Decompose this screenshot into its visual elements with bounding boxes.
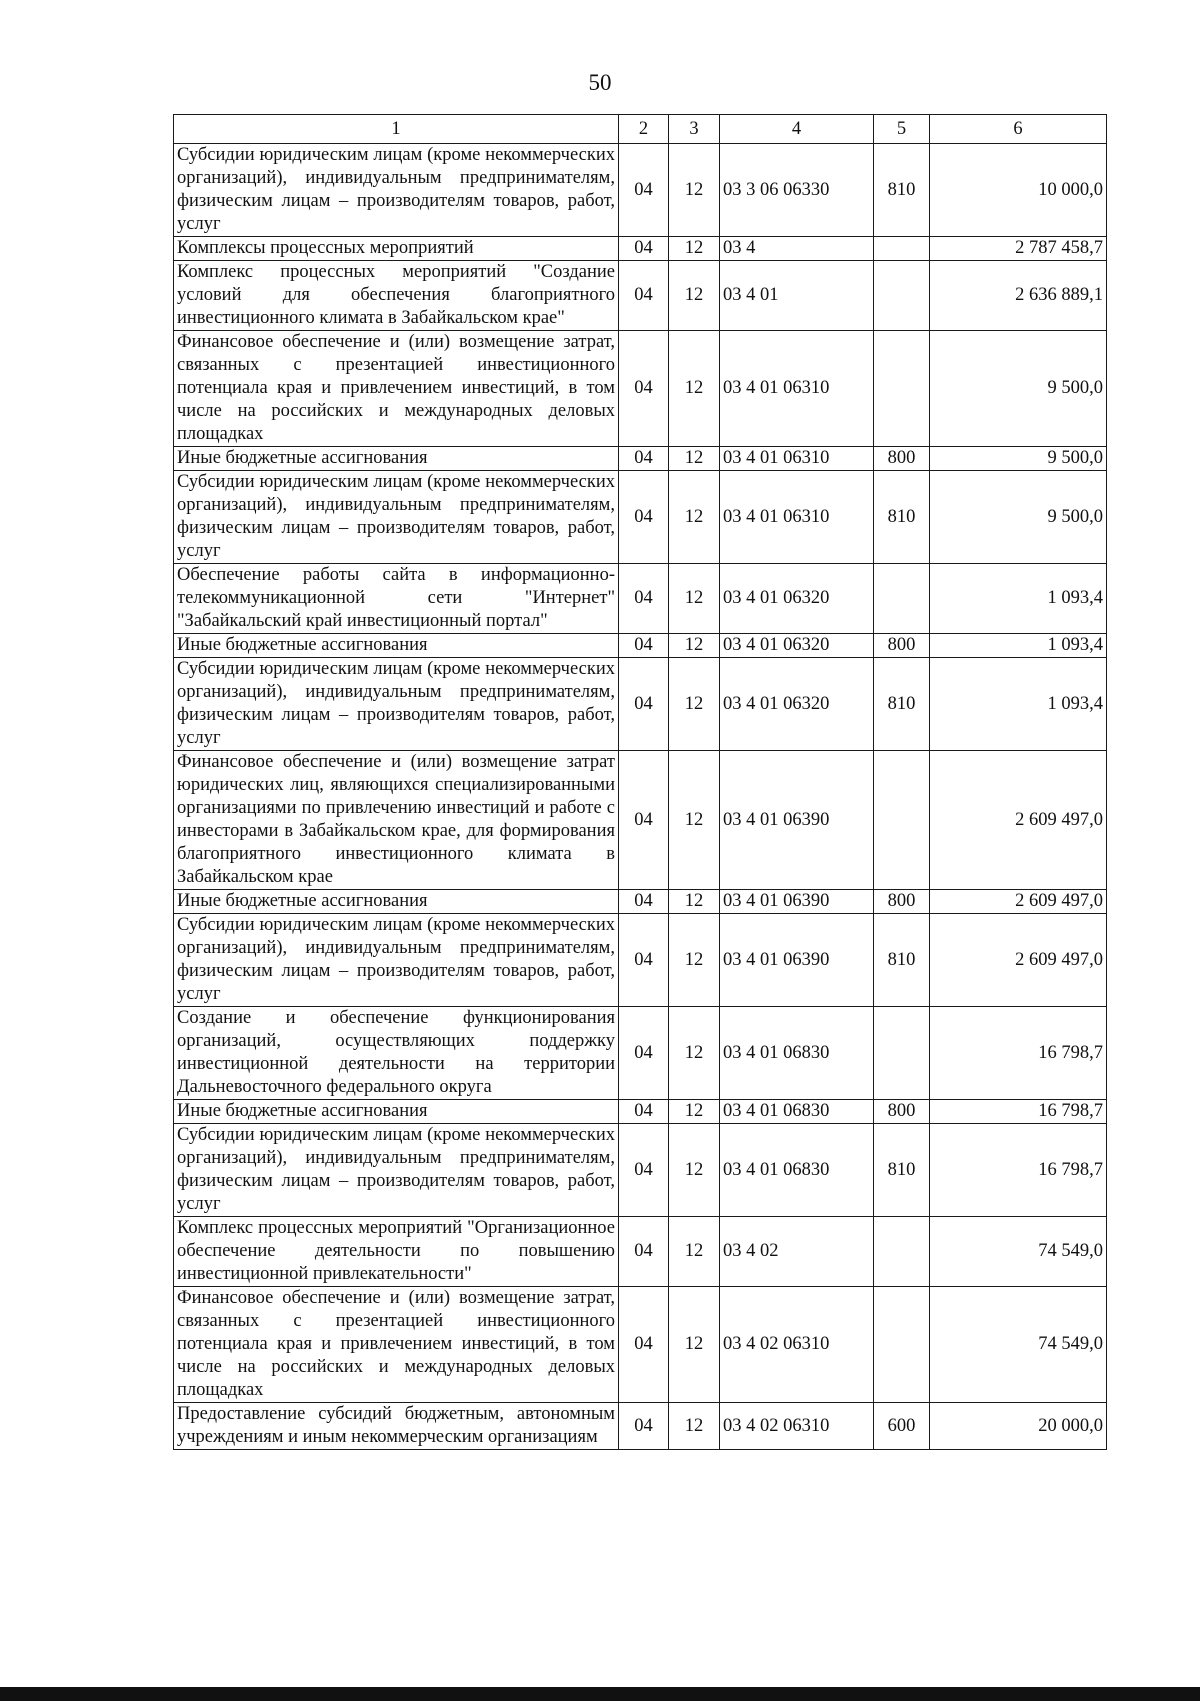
table-row [174, 658, 1107, 751]
row-expense-type-cell [874, 1007, 930, 1100]
table-row [174, 634, 1107, 658]
table-row [174, 914, 1107, 1007]
row-expense-type-cell [874, 261, 930, 331]
row-target-code-cell: 03 3 06 06330 [720, 144, 874, 237]
row-target-code-cell: 03 4 01 06390 [720, 914, 874, 1007]
row-section-cell: 04 [619, 564, 669, 634]
row-expense-type-cell: 810 [874, 144, 930, 237]
row-target-code-cell: 03 4 01 06390 [720, 751, 874, 890]
row-section-cell: 04 [619, 471, 669, 564]
row-subsection-cell: 12 [669, 658, 720, 751]
row-subsection-cell: 12 [669, 1217, 720, 1287]
row-expense-type-cell: 600 [874, 1403, 930, 1450]
row-target-code-cell: 03 4 01 06320 [720, 658, 874, 751]
row-name-cell: Финансовое обеспечение и (или) возмещение затрат, связанных с презентацией инвестиционного потенциала края и привлечением инвестиций, в том числе на российских и международных деловых площадках [174, 331, 619, 447]
row-section-cell: 04 [619, 1124, 669, 1217]
column-header-4: 4 [720, 115, 874, 144]
row-expense-type-cell: 810 [874, 1124, 930, 1217]
table-row [174, 751, 1107, 890]
row-target-code-cell: 03 4 01 06310 [720, 331, 874, 447]
row-expense-type-cell [874, 1217, 930, 1287]
row-subsection-cell: 12 [669, 1287, 720, 1403]
row-amount-cell: 9 500,0 [930, 471, 1107, 564]
table-row [174, 471, 1107, 564]
table-row [174, 890, 1107, 914]
row-section-cell: 04 [619, 261, 669, 331]
row-target-code-cell: 03 4 01 06310 [720, 447, 874, 471]
row-section-cell: 04 [619, 447, 669, 471]
row-subsection-cell: 12 [669, 144, 720, 237]
row-amount-cell: 9 500,0 [930, 447, 1107, 471]
row-subsection-cell: 12 [669, 914, 720, 1007]
row-subsection-cell: 12 [669, 564, 720, 634]
row-target-code-cell: 03 4 01 [720, 261, 874, 331]
table-body [174, 144, 1107, 1450]
row-amount-cell: 2 787 458,7 [930, 237, 1107, 261]
row-target-code-cell: 03 4 02 06310 [720, 1403, 874, 1450]
row-name-cell: Субсидии юридическим лицам (кроме некоммерческих организаций), индивидуальным предпринимателям, физическим лицам – производителям товаров, работ, услуг [174, 658, 619, 751]
row-section-cell: 04 [619, 331, 669, 447]
row-subsection-cell: 12 [669, 890, 720, 914]
page-number: 50 [588, 70, 612, 95]
row-name-cell: Предоставление субсидий бюджетным, автономным учреждениям и иным некоммерческим организациям [174, 1403, 619, 1450]
row-subsection-cell: 12 [669, 1100, 720, 1124]
row-target-code-cell: 03 4 01 06830 [720, 1100, 874, 1124]
row-amount-cell: 74 549,0 [930, 1287, 1107, 1403]
column-header-2: 2 [619, 115, 669, 144]
row-expense-type-cell: 810 [874, 471, 930, 564]
row-amount-cell: 2 609 497,0 [930, 890, 1107, 914]
row-subsection-cell: 12 [669, 634, 720, 658]
row-section-cell: 04 [619, 658, 669, 751]
row-amount-cell: 16 798,7 [930, 1007, 1107, 1100]
row-expense-type-cell: 810 [874, 658, 930, 751]
column-header-3: 3 [669, 115, 720, 144]
column-header-6: 6 [930, 115, 1107, 144]
table-row [174, 447, 1107, 471]
row-target-code-cell: 03 4 01 06830 [720, 1007, 874, 1100]
row-expense-type-cell: 800 [874, 634, 930, 658]
row-expense-type-cell [874, 751, 930, 890]
row-subsection-cell: 12 [669, 1124, 720, 1217]
row-name-cell: Иные бюджетные ассигнования [174, 634, 619, 658]
row-name-cell: Иные бюджетные ассигнования [174, 447, 619, 471]
header-row [174, 115, 1107, 144]
table-row [174, 564, 1107, 634]
row-name-cell: Субсидии юридическим лицам (кроме некоммерческих организаций), индивидуальным предпринимателям, физическим лицам – производителям товаров, работ, услуг [174, 471, 619, 564]
row-amount-cell: 2 636 889,1 [930, 261, 1107, 331]
row-expense-type-cell: 810 [874, 914, 930, 1007]
row-name-cell: Иные бюджетные ассигнования [174, 890, 619, 914]
row-amount-cell: 16 798,7 [930, 1124, 1107, 1217]
row-name-cell: Субсидии юридическим лицам (кроме некоммерческих организаций), индивидуальным предпринимателям, физическим лицам – производителям товаров, работ, услуг [174, 914, 619, 1007]
scan-border [0, 1687, 1200, 1701]
row-section-cell: 04 [619, 144, 669, 237]
row-section-cell: 04 [619, 1217, 669, 1287]
row-subsection-cell: 12 [669, 1403, 720, 1450]
row-amount-cell: 1 093,4 [930, 634, 1107, 658]
row-section-cell: 04 [619, 1100, 669, 1124]
row-name-cell: Финансовое обеспечение и (или) возмещение затрат юридических лиц, являющихся специализированными организациями по привлечению инвестиций и работе с инвесторами в Забайкальском крае, для формирования благоприятного инвестиционного климата в Забайкальском крае [174, 751, 619, 890]
row-name-cell: Финансовое обеспечение и (или) возмещение затрат, связанных с презентацией инвестиционного потенциала края и привлечением инвестиций, в том числе на российских и международных деловых площадках [174, 1287, 619, 1403]
table-row [174, 1217, 1107, 1287]
table-row [174, 1287, 1107, 1403]
row-section-cell: 04 [619, 751, 669, 890]
row-target-code-cell: 03 4 01 06390 [720, 890, 874, 914]
row-subsection-cell: 12 [669, 331, 720, 447]
column-header-5: 5 [874, 115, 930, 144]
row-expense-type-cell: 800 [874, 1100, 930, 1124]
row-amount-cell: 10 000,0 [930, 144, 1107, 237]
row-amount-cell: 2 609 497,0 [930, 751, 1107, 890]
table-row [174, 237, 1107, 261]
row-expense-type-cell [874, 331, 930, 447]
row-name-cell: Комплекс процессных мероприятий "Создание условий для обеспечения благоприятного инвестиционного климата в Забайкальском крае" [174, 261, 619, 331]
row-target-code-cell: 03 4 02 06310 [720, 1287, 874, 1403]
row-amount-cell: 16 798,7 [930, 1100, 1107, 1124]
row-target-code-cell: 03 4 [720, 237, 874, 261]
row-target-code-cell: 03 4 02 [720, 1217, 874, 1287]
row-subsection-cell: 12 [669, 471, 720, 564]
table-row [174, 331, 1107, 447]
row-subsection-cell: 12 [669, 237, 720, 261]
column-header-1: 1 [174, 115, 619, 144]
row-target-code-cell: 03 4 01 06310 [720, 471, 874, 564]
row-amount-cell: 20 000,0 [930, 1403, 1107, 1450]
row-expense-type-cell [874, 564, 930, 634]
table-row [174, 1403, 1107, 1450]
budget-table [173, 114, 1107, 1450]
row-target-code-cell: 03 4 01 06320 [720, 634, 874, 658]
row-name-cell: Комплекс процессных мероприятий "Организационное обеспечение деятельности по повышению инвестиционной привлекательности" [174, 1217, 619, 1287]
row-expense-type-cell: 800 [874, 890, 930, 914]
row-amount-cell: 1 093,4 [930, 658, 1107, 751]
row-subsection-cell: 12 [669, 447, 720, 471]
row-section-cell: 04 [619, 1007, 669, 1100]
row-section-cell: 04 [619, 634, 669, 658]
table-row [174, 1007, 1107, 1100]
row-amount-cell: 9 500,0 [930, 331, 1107, 447]
row-expense-type-cell [874, 1287, 930, 1403]
row-expense-type-cell [874, 237, 930, 261]
row-name-cell: Обеспечение работы сайта в информационно-телекоммуникационной сети "Интернет" "Забайкальский край инвестиционный портал" [174, 564, 619, 634]
row-target-code-cell: 03 4 01 06320 [720, 564, 874, 634]
row-expense-type-cell: 800 [874, 447, 930, 471]
table-row [174, 144, 1107, 237]
row-name-cell: Субсидии юридическим лицам (кроме некоммерческих организаций), индивидуальным предпринимателям, физическим лицам – производителям товаров, работ, услуг [174, 1124, 619, 1217]
row-name-cell: Субсидии юридическим лицам (кроме некоммерческих организаций), индивидуальным предпринимателям, физическим лицам – производителям товаров, работ, услуг [174, 144, 619, 237]
row-amount-cell: 1 093,4 [930, 564, 1107, 634]
row-section-cell: 04 [619, 914, 669, 1007]
row-amount-cell: 74 549,0 [930, 1217, 1107, 1287]
row-section-cell: 04 [619, 1403, 669, 1450]
table-row [174, 1124, 1107, 1217]
table-row [174, 261, 1107, 331]
row-section-cell: 04 [619, 1287, 669, 1403]
row-name-cell: Создание и обеспечение функционирования организаций, осуществляющих поддержку инвестиционной деятельности на территории Дальневосточного федерального округа [174, 1007, 619, 1100]
row-section-cell: 04 [619, 237, 669, 261]
row-subsection-cell: 12 [669, 1007, 720, 1100]
row-subsection-cell: 12 [669, 261, 720, 331]
row-name-cell: Комплексы процессных мероприятий [174, 237, 619, 261]
row-subsection-cell: 12 [669, 751, 720, 890]
table-row [174, 1100, 1107, 1124]
row-name-cell: Иные бюджетные ассигнования [174, 1100, 619, 1124]
row-target-code-cell: 03 4 01 06830 [720, 1124, 874, 1217]
row-section-cell: 04 [619, 890, 669, 914]
row-amount-cell: 2 609 497,0 [930, 914, 1107, 1007]
